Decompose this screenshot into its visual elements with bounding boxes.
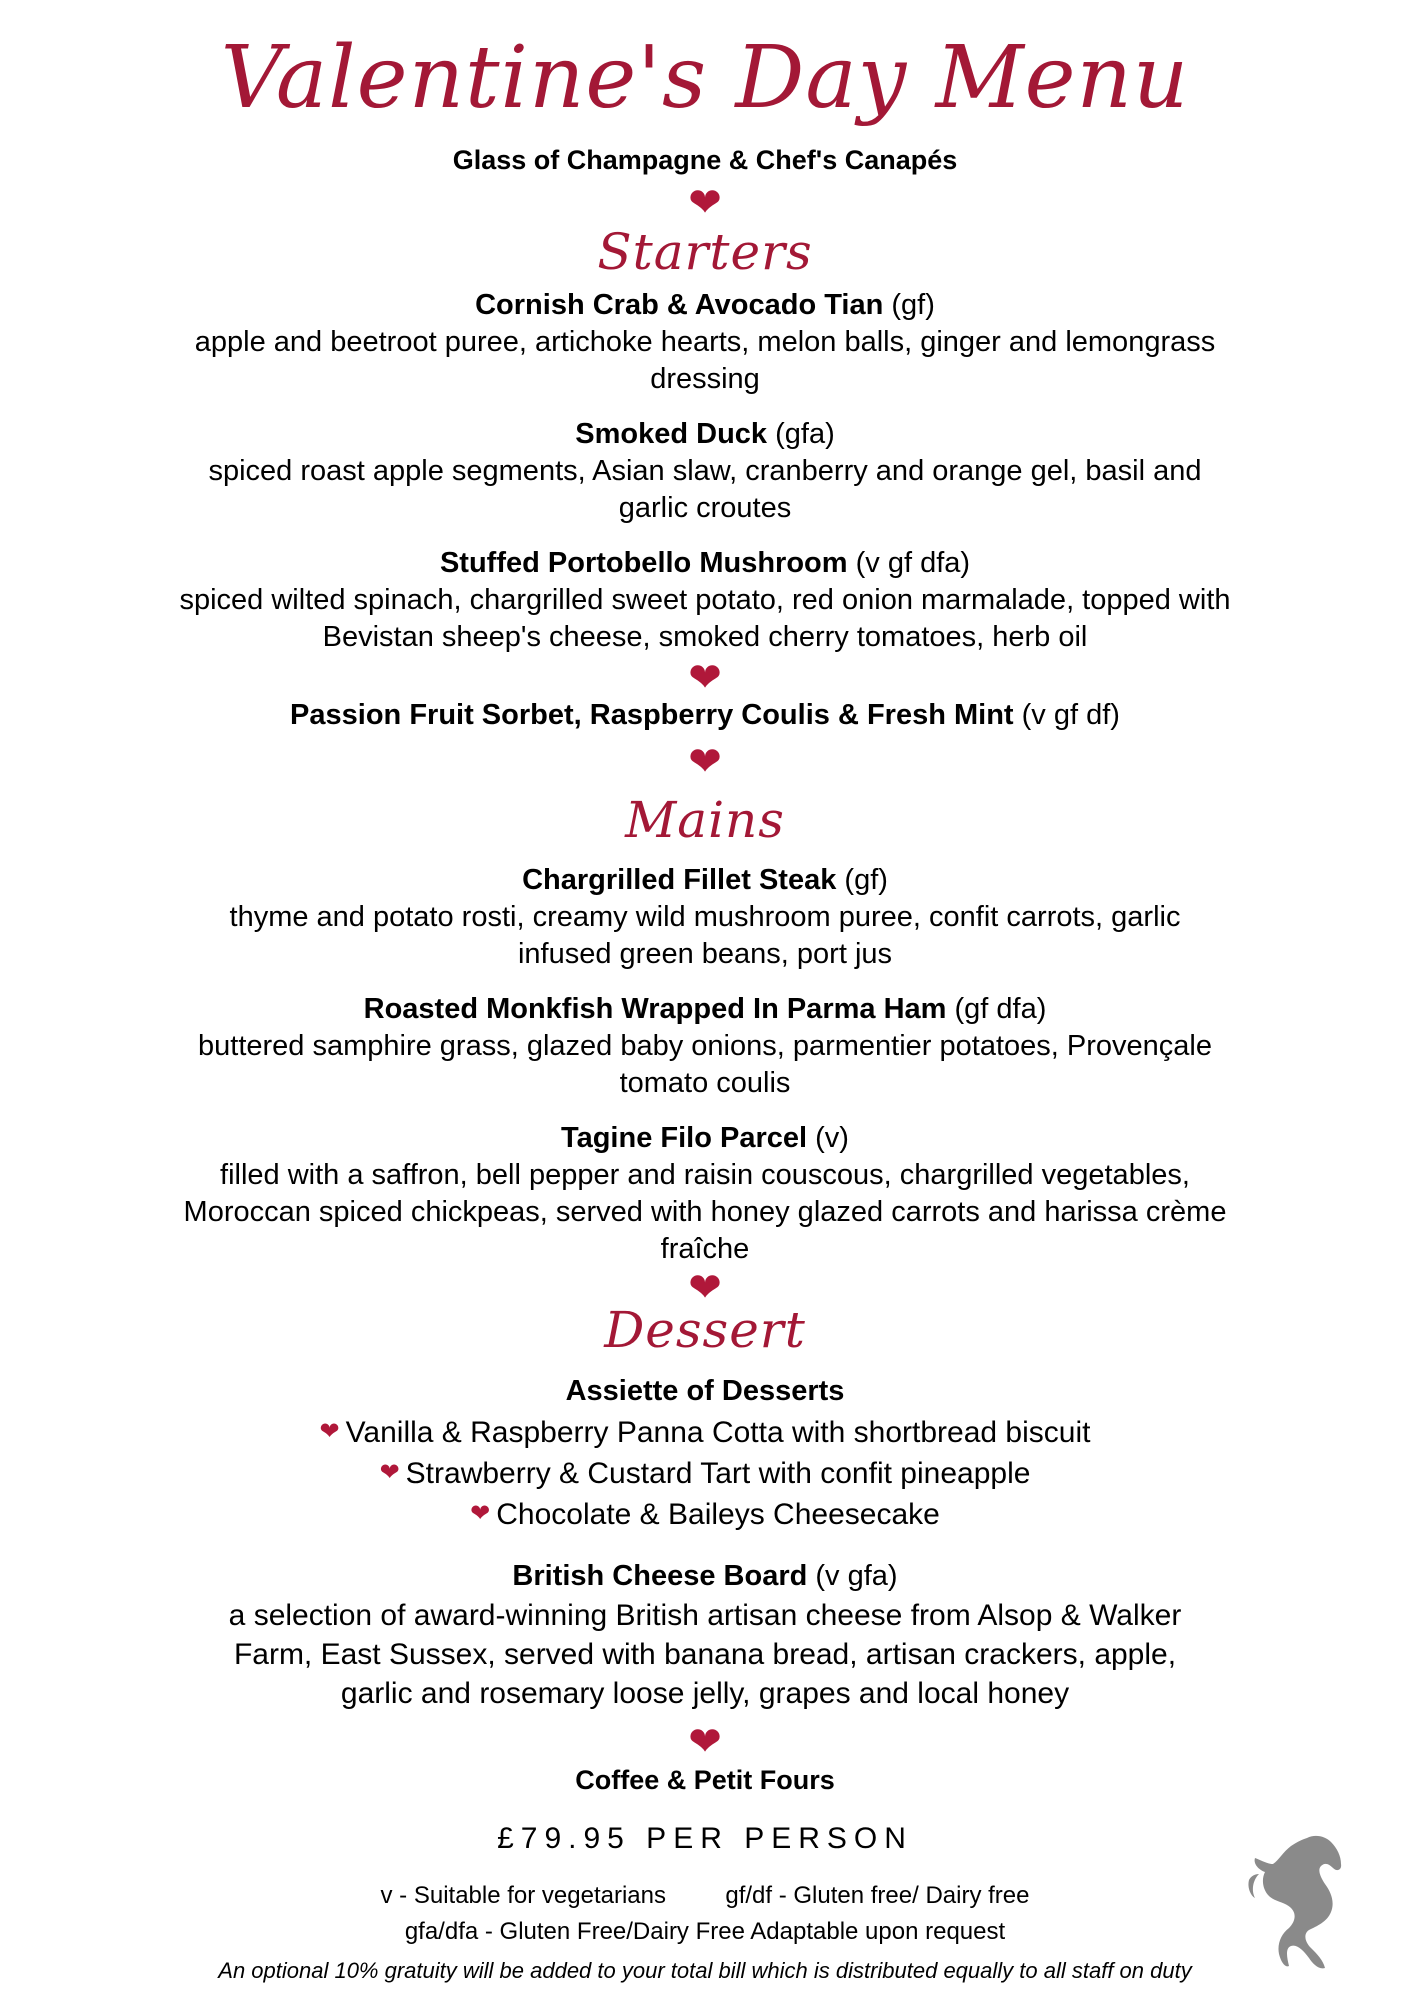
legend-vegetarian: v - Suitable for vegetarians xyxy=(380,1882,666,1909)
dish-description: buttered samphire grass, glazed baby onions, parmentier potatoes, Provençale xyxy=(198,1030,1212,1062)
list-item xyxy=(0,1495,1410,1533)
dish-description: garlic croutes xyxy=(618,492,792,524)
dish-name: Stuffed Portobello Mushroom xyxy=(439,547,848,579)
dish-name: Cornish Crab & Avocado Tian xyxy=(475,289,884,321)
dish-name: Tagine Filo Parcel xyxy=(561,1122,808,1154)
dessert-item: Strawberry & Custard Tart with confit pineapple xyxy=(405,1457,1031,1490)
dish-description: Bevistan sheep's cheese, smoked cherry tomatoes, herb oil xyxy=(322,621,1088,653)
dietary-tag: (gf) xyxy=(844,864,888,896)
dietary-tag: (gf) xyxy=(891,289,935,321)
dish-name: Passion Fruit Sorbet, Raspberry Coulis & Fresh Mint xyxy=(290,699,1014,731)
heart-icon: ❤ xyxy=(379,1459,400,1486)
dish-name: British Cheese Board xyxy=(512,1560,808,1592)
dietary-legend xyxy=(0,1878,1410,1914)
dish-title-line xyxy=(0,697,1410,734)
dish-name: Chargrilled Fillet Steak xyxy=(522,864,837,896)
heart-icon: ❤ xyxy=(688,1720,722,1764)
dish-description: spiced roast apple segments, Asian slaw, cranberry and orange gel, basil and xyxy=(208,455,1202,487)
aperitif-line: Glass of Champagne & Chef's Canapés xyxy=(452,145,958,175)
legend-adaptable: gfa/dfa - Gluten Free/Dairy Free Adaptable upon request xyxy=(404,1918,1006,1945)
dessert-item: Chocolate & Baileys Cheesecake xyxy=(496,1498,940,1531)
heart-icon: ❤ xyxy=(688,181,722,225)
coffee-line: Coffee & Petit Fours xyxy=(575,1765,835,1795)
menu-title: Valentine's Day Menu xyxy=(220,28,1190,128)
dish-name: Smoked Duck xyxy=(575,418,768,450)
dish-description: tomato coulis xyxy=(619,1067,791,1099)
dish-name: Roasted Monkfish Wrapped In Parma Ham xyxy=(363,993,947,1025)
dietary-tag: (v gf dfa) xyxy=(855,547,971,579)
dish-title-line xyxy=(0,287,1410,324)
heart-icon: ❤ xyxy=(688,1266,722,1310)
list-item xyxy=(0,1454,1410,1492)
dietary-tag: (v gfa) xyxy=(815,1560,898,1592)
heart-icon: ❤ xyxy=(319,1418,340,1445)
dish-description: spiced wilted spinach, chargrilled sweet potato, red onion marmalade, topped with xyxy=(179,584,1231,616)
dish-title-line xyxy=(0,1120,1410,1157)
dietary-tag: (v) xyxy=(815,1122,849,1154)
dish-description: Moroccan spiced chickpeas, served with honey glazed carrots and harissa crème xyxy=(183,1196,1227,1228)
dish-description: a selection of award-winning British artisan cheese from Alsop & Walker xyxy=(228,1599,1182,1632)
dish-description: infused green beans, port jus xyxy=(517,938,893,970)
section-heading-mains: Mains xyxy=(625,791,785,849)
heart-icon: ❤ xyxy=(688,740,722,784)
dish-name: Assiette of Desserts xyxy=(565,1375,845,1407)
dish-title-line xyxy=(0,862,1410,899)
dietary-tag: (v gf df) xyxy=(1021,699,1120,731)
dietary-tag: (gfa) xyxy=(775,418,835,450)
dish-title-line xyxy=(0,416,1410,453)
heart-icon: ❤ xyxy=(470,1500,491,1527)
dish-description: filled with a saffron, bell pepper and raisin couscous, chargrilled vegetables, xyxy=(220,1159,1190,1191)
dish-description: thyme and potato rosti, creamy wild mushroom puree, confit carrots, garlic xyxy=(229,901,1181,933)
dish-description: dressing xyxy=(650,363,760,395)
dish-description: apple and beetroot puree, artichoke hearts, melon balls, ginger and lemongrass xyxy=(194,326,1216,358)
price: £79.95 PER PERSON xyxy=(497,1822,913,1855)
dish-description: Farm, East Sussex, served with banana bread, artisan crackers, apple, xyxy=(233,1638,1177,1671)
list-item xyxy=(0,1413,1410,1451)
heart-icon: ❤ xyxy=(688,656,722,700)
section-heading-starters: Starters xyxy=(597,223,813,281)
section-heading-dessert: Dessert xyxy=(604,1301,806,1359)
horse-logo xyxy=(1245,1830,1355,1980)
legend-gluten-dairy-free: gf/df - Gluten free/ Dairy free xyxy=(725,1882,1030,1909)
dish-description: fraîche xyxy=(660,1233,750,1265)
dietary-tag: (gf dfa) xyxy=(954,993,1047,1025)
dish-title-line xyxy=(0,1558,1410,1595)
dish-description: garlic and rosemary loose jelly, grapes and local honey xyxy=(340,1677,1070,1710)
dish-title-line xyxy=(0,991,1410,1028)
dish-title-line xyxy=(0,545,1410,582)
dessert-item: Vanilla & Raspberry Panna Cotta with shortbread biscuit xyxy=(345,1416,1091,1449)
gratuity-note: An optional 10% gratuity will be added to your total bill which is distributed equally to all staff on duty xyxy=(218,1958,1192,1983)
